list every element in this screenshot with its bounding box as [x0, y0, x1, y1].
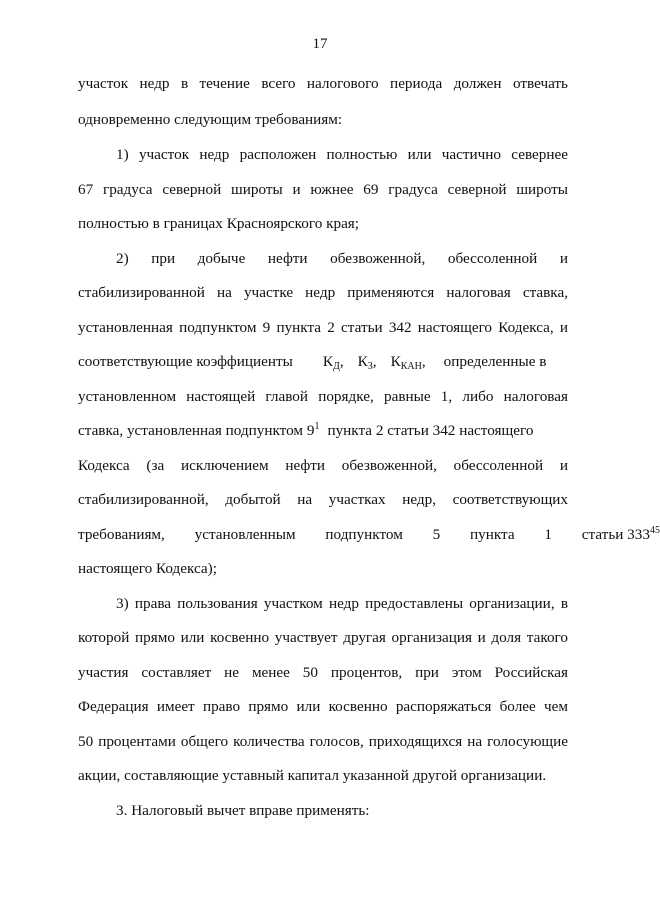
text-line: которой прямо или косвенно участвует другая организация и доля такого	[78, 629, 568, 646]
subpoint-ref: $9^1$	[306, 421, 320, 439]
text-segment: определенные в	[443, 353, 547, 370]
coefficient-kz: $К_З$,	[357, 353, 377, 372]
coefficient-kkan: $К_{КАН}$,	[390, 353, 426, 372]
text-line: стабилизированной на участке недр применяются налоговая ставка,	[78, 284, 568, 301]
text-line: установленном настоящей главой порядке, равные 1, либо налоговая	[78, 388, 568, 405]
text-line: Кодекса (за исключением нефти обезвоженной, обессоленной и	[78, 457, 568, 474]
text-line: 2) при добыче нефти обезвоженной, обессоленной и	[116, 250, 568, 267]
text-line: одновременно следующим требованиям:	[78, 111, 343, 128]
text-line: настоящего Кодекса);	[78, 560, 217, 577]
text-line: установленная подпунктом 9 пункта 2 статьи 342 настоящего Кодекса, и	[78, 319, 568, 336]
text-line-article-ref	[78, 525, 660, 545]
text-line: 67 градуса северной широты и южнее 69 градуса северной широты	[78, 181, 568, 198]
text-line: 3) права пользования участком недр предоставлены организации, в	[116, 595, 568, 612]
page-number: 17	[312, 36, 328, 52]
text-line-coefficients	[78, 352, 568, 372]
text-segment: соответствующие коэффициенты	[78, 353, 293, 370]
text-line: участия составляет не менее 50 процентов, при этом Российская	[78, 664, 568, 681]
coefficient-kd: $К_Д$,	[322, 353, 344, 372]
text-line: акции, составляющие уставный капитал указанной другой организации.	[78, 767, 547, 784]
text-line: 50 процентами общего количества голосов, приходящихся на голосующие	[78, 733, 568, 750]
text-line: 3. Налоговый вычет вправе применять:	[116, 802, 370, 819]
article-ref: $333^{45}$	[627, 525, 660, 543]
text-segment: пункта 2 статьи 342 настоящего	[327, 422, 534, 439]
text-line: стабилизированной, добытой на участках недр, соответствующих	[78, 491, 568, 508]
text-line: участок недр в течение всего налогового периода должен отвечать	[78, 75, 568, 92]
text-line-subpoint-ref	[78, 421, 568, 441]
text-line: Федерация имеет право прямо или косвенно распоряжаться более чем	[78, 698, 568, 715]
text-line: 1) участок недр расположен полностью или частично севернее	[116, 146, 568, 163]
text-line: полностью в границах Красноярского края;	[78, 215, 360, 232]
text-segment: ставка, установленная подпунктом	[78, 422, 304, 439]
text-segment: требованиям, установленным подпунктом 5 пункта 1 статьи	[78, 526, 624, 543]
